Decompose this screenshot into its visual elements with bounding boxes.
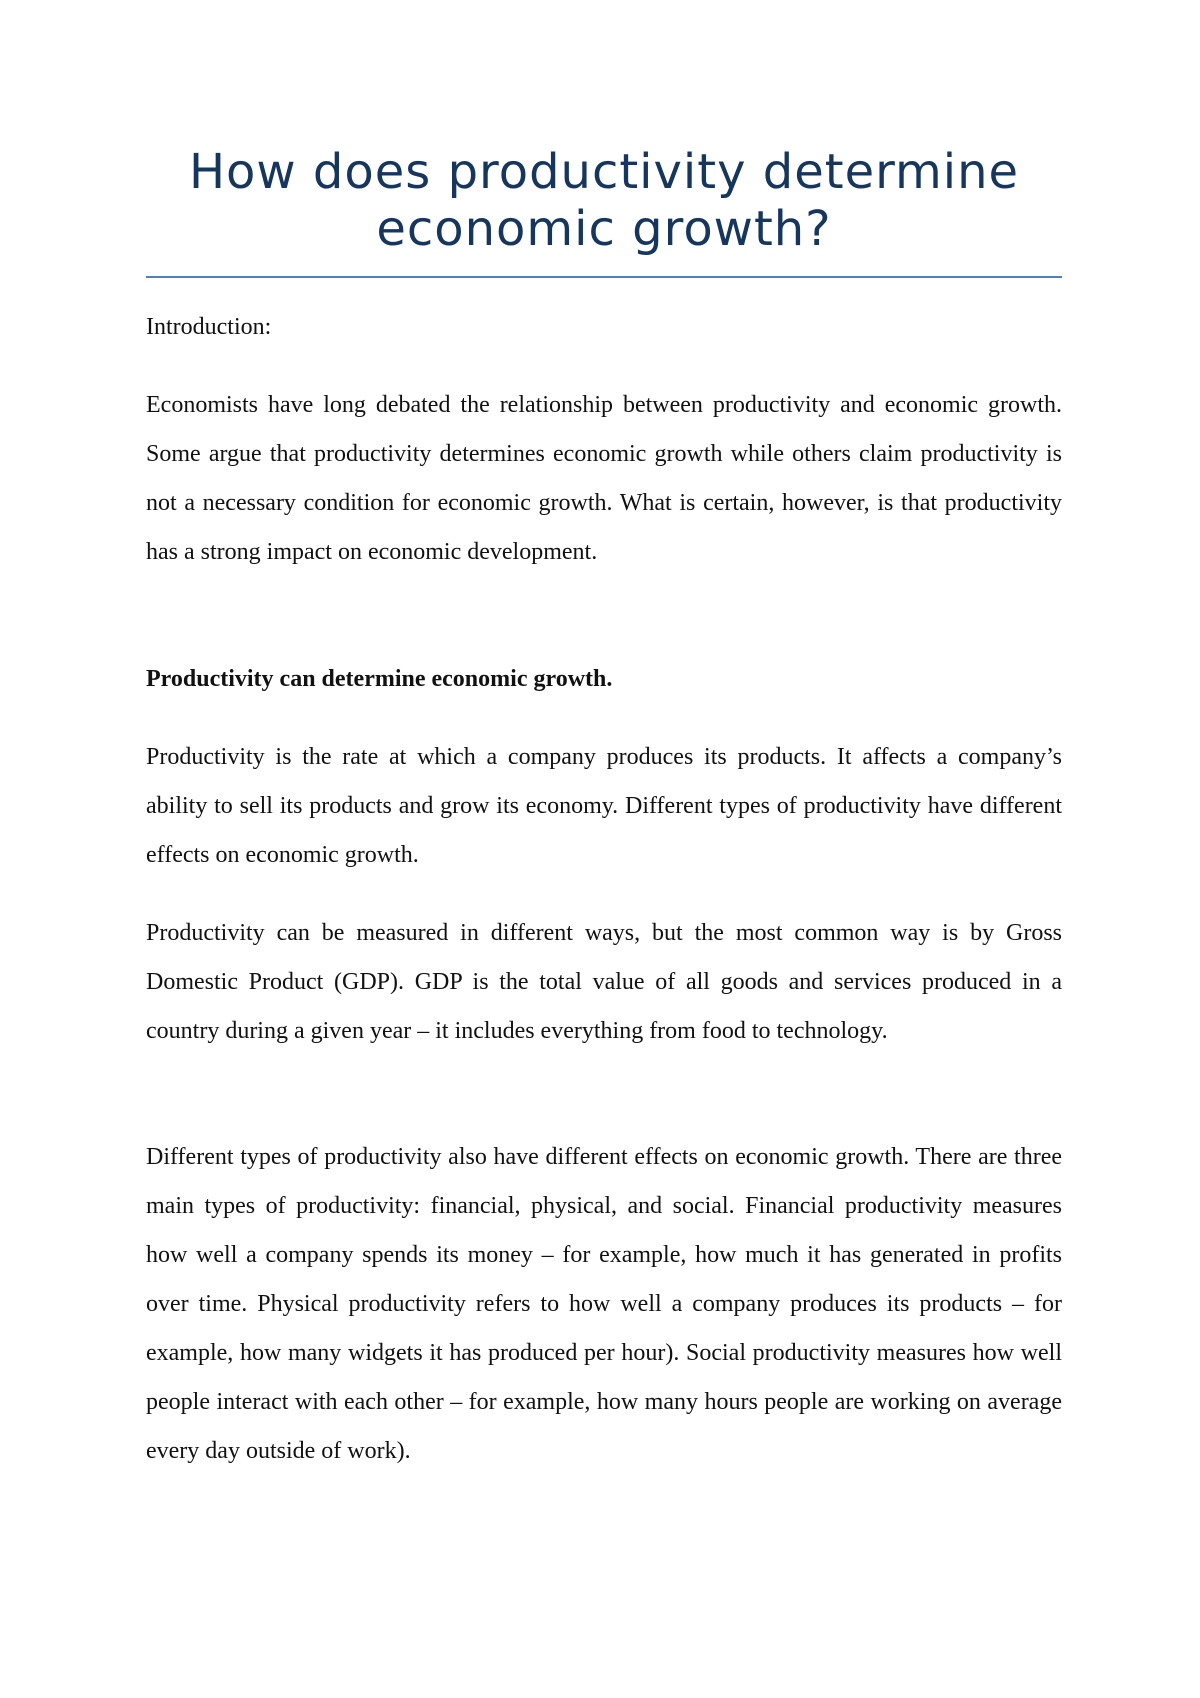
intro-paragraph: Economists have long debated the relationship between productivity and economic growth. Some argue that productivity determines economic growth while others claim productivity is not a necessary condition for economic growth. What is certain, however, is that productivity has a strong impact on economic development. xyxy=(146,392,1062,565)
document-title: How does productivity determine economic growth? xyxy=(188,144,1020,257)
section-heading: Productivity can determine economic growth. xyxy=(146,666,613,692)
paragraph-productivity-definition: Productivity is the rate at which a company produces its products. It affects a company’s ability to sell its products and grow its economy. Different types of productivity have different effects on economic growth. xyxy=(146,744,1062,868)
intro-label: Introduction: xyxy=(146,314,272,340)
title-underline-rule xyxy=(146,276,1062,278)
paragraph-gdp-measurement: Productivity can be measured in different ways, but the most common way is by Gross Domestic Product (GDP). GDP is the total value of all goods and services produced in a country during a given year – it includes everything from food to technology. xyxy=(146,920,1062,1044)
paragraph-productivity-types: Different types of productivity also have different effects on economic growth. There are three main types of productivity: financial, physical, and social. Financial productivity measures how well a company spends its money – for example, how much it has generated in profits over time. Physical productivity refers to how well a company produces its products – for example, how many widgets it has produced per hour). Social productivity measures how well people interact with each other – for example, how many hours people are working on average every day outside of work). xyxy=(146,1144,1062,1464)
